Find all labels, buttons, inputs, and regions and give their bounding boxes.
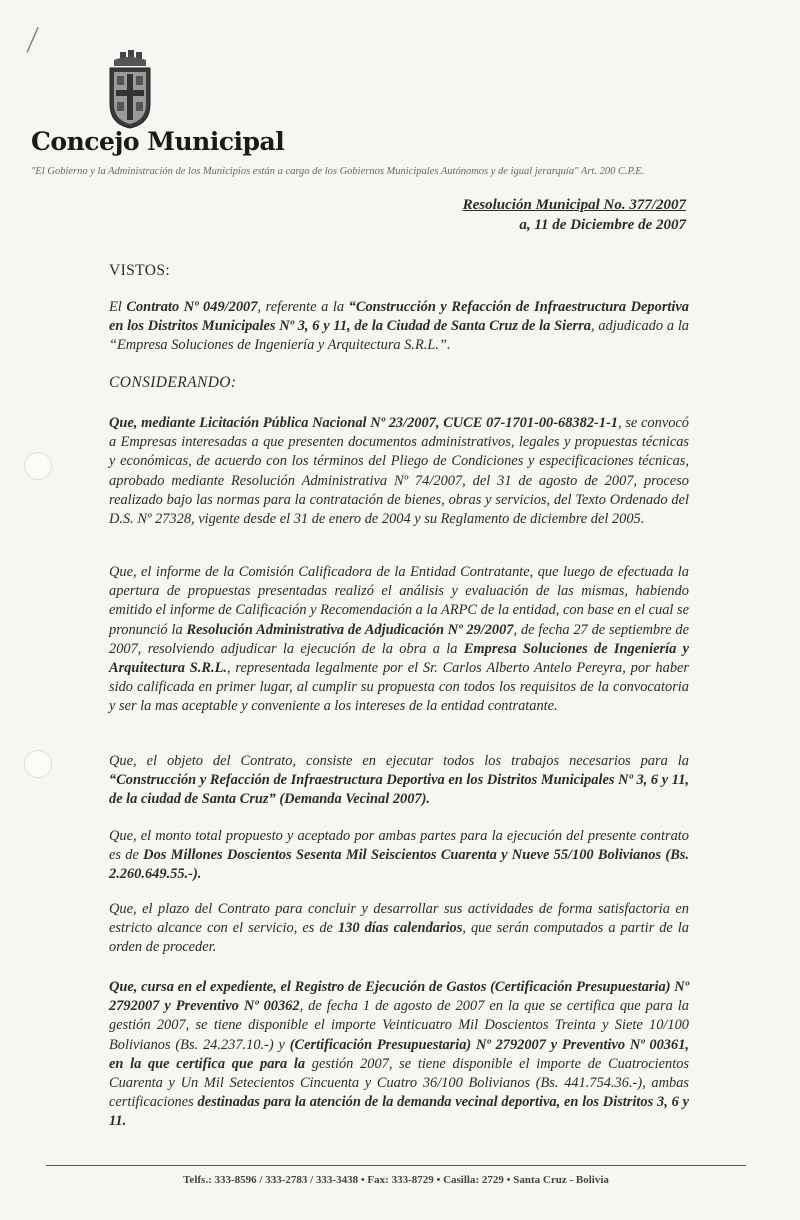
bold-text-run: Dos Millones Doscientos Sesenta Mil Seiscientos Cuarenta y Nueve 55/100 Bolivianos (Bs. 2.260.649.55.-). — [109, 847, 689, 883]
bold-text-run: Resolución Administrativa de Adjudicación Nº 29/2007 — [186, 621, 514, 638]
bold-text-run: Que, mediante Licitación Pública Nacional Nº 23/2007, CUCE 07-1701-00-68382-1-1 — [109, 415, 618, 431]
paragraph-plazo — [109, 900, 689, 958]
resolution-block — [463, 195, 686, 235]
bold-text-run: destinadas para la atención de la demanda vecinal deportiva, en los Distritos 3, 6 y 11. — [109, 1094, 689, 1130]
text-run: , referente a la — [257, 299, 349, 315]
bold-text-run: “Construcción y Refacción de Infraestructura Deportiva en los Distritos Municipales Nº 3, 6 y 11, de la ciudad de Santa Cruz” (Demanda Vecinal 2007). — [109, 772, 689, 808]
footer-divider — [46, 1165, 746, 1166]
bold-text-run: Empresa Soluciones de Ingeniería y Arquitectura S.R.L. — [109, 640, 689, 677]
text-run: El — [109, 299, 127, 315]
paragraph-informe — [109, 563, 689, 717]
paragraph-contract — [109, 298, 689, 356]
text-run: Que, el objeto del Contrato, consiste en ejecutar todos los trabajos necesarios para la — [109, 753, 689, 769]
text-run: , de fecha 27 de septiembre de 2007, resolviendo adjudicar la ejecución de la obra a la — [109, 621, 690, 657]
paragraph-licitacion — [109, 414, 689, 529]
punch-hole — [24, 452, 52, 480]
text-run: Que, el monto total propuesto y aceptado por ambas partes para la ejecución del presente contrato es de — [109, 828, 689, 864]
bold-text-run: “Construcción y Refacción de Infraestructura Deportiva en los Distritos Municipales Nº 3, 6 y 11, de la Ciudad de Santa Cruz de la Sierra — [109, 299, 690, 335]
text-run: , representada legalmente por el Sr. Carlos Alberto Antelo Pereyra, por haber sido calificada en primer lugar, al cumplir su propuesta con todos los requisitos de la convocatoria y ser la mas aceptable y conveniente a los intereses de la entidad contratante. — [109, 660, 689, 715]
paragraph-certificacion — [109, 978, 689, 1132]
text-run: , de fecha 1 de agosto de 2007 en la que se certifica que para la gestión 2007, se tiene disponible el importe Veinticuatro Mil Doscientos Treinta y Siete 10/100 Bolivianos (Bs. 24.237.10.-) y — [109, 998, 689, 1053]
constitution-quote: "El Gobierno y la Administración de los Municipios están a cargo de los Gobiernos Municipales Autónomos y de igual jerarquía" Art. 200 C.P.E. — [31, 166, 645, 177]
bold-text-run: (Certificación Presupuestaria) Nº 2792007 y Preventivo Nº 00361, en la que certifica que para la — [109, 1036, 689, 1072]
considerando-heading: CONSIDERANDO: — [109, 374, 237, 391]
text-run: , se convocó a Empresas interesadas a que presenten documentos administrativos, legales y propuestas técnicas y económicas, de acuerdo con los términos del Pliego de Condiciones y especificaciones técnicas, aprobado mediante Resolución Administrativa Nº 74/2007, del 31 de agosto de 2007, proceso realizado bajo las normas para la contratación de bienes, obras y servicios, del Texto Ordenado del D.S. Nº 27328, vigente desde el 31 de enero de 2004 y su Reglamento de diciembre del 2005. — [109, 415, 689, 528]
bold-text-run: Contrato Nº 049/2007 — [126, 299, 258, 315]
text-run: , adjudicado a la “Empresa Soluciones de Ingeniería y Arquitectura S.R.L.”. — [109, 318, 690, 354]
bold-text-run: 130 días calendarios — [337, 920, 463, 937]
paragraph-monto — [109, 827, 689, 885]
org-name: Concejo Municipal — [31, 127, 285, 156]
vistos-heading: VISTOS: — [109, 262, 171, 279]
resolution-number: Resolución Municipal No. 377/2007 — [462, 197, 686, 213]
coat-of-arms-logo — [104, 50, 156, 130]
punch-hole — [24, 750, 52, 778]
resolution-date: a, 11 de Diciembre de 2007 — [519, 217, 686, 233]
handwritten-mark: ⁄ — [26, 21, 40, 60]
text-run: Que, el informe de la Comisión Calificadora de la Entidad Contratante, que luego de efectuada la apertura de propuestas presentadas realizó el análisis y evaluación de las mismas, habiendo emitido el informe de Calificación y Recomendación a la ARPC de la entidad, con base en el cual se pronunció la — [109, 564, 689, 638]
text-run: gestión 2007, se tiene disponible el importe de Cuatrocientos Cuarenta y Un Mil Setecientos Cincuenta y Cuatro 36/100 Bolivianos (Bs. 441.754.36.-), ambas certificaciones — [109, 1055, 689, 1111]
footer-contact: Telfs.: 333-8596 / 333-2783 / 333-3438 • Fax: 333-8729 • Casilla: 2729 • Santa Cruz - Bolivia — [183, 1174, 609, 1186]
bold-text-run: Que, cursa en el expediente, el Registro de Ejecución de Gastos (Certificación Presupuestaria) Nº 2792007 y Preventivo Nº 00362 — [109, 979, 689, 1015]
text-run: , que serán computados a partir de la orden de proceder. — [109, 920, 689, 956]
text-run: Que, el plazo del Contrato para concluir y desarrollar sus actividades de forma satisfactoria en estricto alcance con el servicio, es de — [109, 901, 689, 937]
paragraph-objeto — [109, 752, 689, 810]
